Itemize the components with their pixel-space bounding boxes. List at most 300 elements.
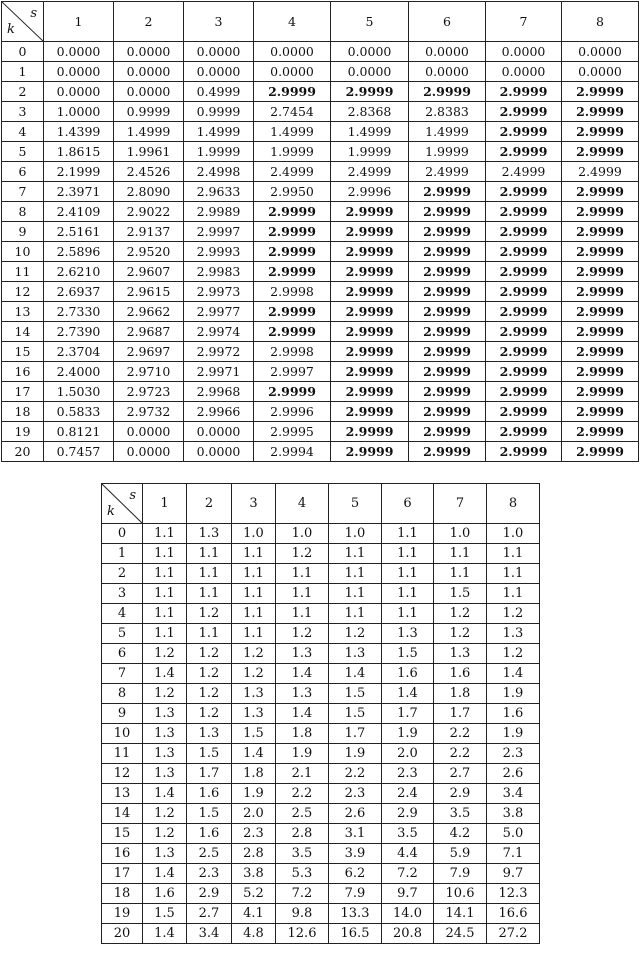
header-row [2, 2, 639, 42]
table-cell: 2.9999 [562, 362, 639, 382]
table-cell: 2.4998 [184, 162, 254, 182]
table-cell: 1.4 [143, 924, 187, 944]
table-cell: 2.9999 [486, 282, 562, 302]
table-cell: 1.0 [434, 524, 487, 544]
table-row [2, 82, 639, 102]
table-row [102, 884, 540, 904]
table-cell: 2.9999 [562, 322, 639, 342]
table-row [102, 904, 540, 924]
table-cell: 2.9983 [184, 262, 254, 282]
table-cell: 1.1 [187, 564, 232, 584]
table-cell: 2.4000 [44, 362, 114, 382]
row-label: 0 [102, 524, 143, 544]
table-cell: 2.9999 [331, 442, 409, 462]
table-cell: 1.0 [232, 524, 276, 544]
table-cell: 0.0000 [486, 62, 562, 82]
table-cell: 27.2 [487, 924, 540, 944]
column-header: 4 [254, 2, 331, 42]
table-cell: 2.6937 [44, 282, 114, 302]
column-header: 8 [487, 484, 540, 524]
table-cell: 2.9995 [254, 422, 331, 442]
table-cell: 1.1 [143, 604, 187, 624]
table-cell: 2.0 [232, 804, 276, 824]
row-var-label: k [107, 504, 115, 519]
table-cell: 5.0 [487, 824, 540, 844]
table-cell: 0.5833 [44, 402, 114, 422]
row-label: 1 [102, 544, 143, 564]
table-cell: 1.9 [329, 744, 382, 764]
table-cell: 0.9999 [184, 102, 254, 122]
table-cell: 1.4 [382, 684, 434, 704]
table-cell: 2.9999 [409, 202, 486, 222]
table-cell: 1.2 [187, 604, 232, 624]
table-cell: 2.9994 [254, 442, 331, 462]
table-cell: 2.9137 [114, 222, 184, 242]
col-var-label: s [30, 6, 37, 21]
table-cell: 2.9999 [254, 302, 331, 322]
table-cell: 0.0000 [254, 62, 331, 82]
table-cell: 1.1 [434, 544, 487, 564]
table-cell: 1.1 [143, 624, 187, 644]
table-cell: 1.3 [187, 524, 232, 544]
table-cell: 2.9997 [184, 222, 254, 242]
table-row [2, 402, 639, 422]
table-cell: 2.9999 [409, 82, 486, 102]
table-cell: 2.5 [276, 804, 329, 824]
table-cell: 1.4999 [331, 122, 409, 142]
table-row [2, 182, 639, 202]
table-cell: 1.2 [143, 824, 187, 844]
table-row [102, 624, 540, 644]
table-cell: 1.2 [187, 644, 232, 664]
table-cell: 1.3 [143, 724, 187, 744]
table-cell: 1.4 [276, 704, 329, 724]
table-cell: 6.2 [329, 864, 382, 884]
table-cell: 2.9999 [562, 342, 639, 362]
table-row [102, 764, 540, 784]
table-cell: 1.2 [187, 664, 232, 684]
table-cell: 1.3 [382, 624, 434, 644]
table-cell: 1.4999 [114, 122, 184, 142]
table-cell: 3.5 [382, 824, 434, 844]
table-cell: 2.8 [276, 824, 329, 844]
row-label: 18 [2, 402, 44, 422]
table-cell: 0.0000 [114, 62, 184, 82]
table-cell: 2.9950 [254, 182, 331, 202]
table-cell: 1.2 [232, 664, 276, 684]
table-cell: 1.3 [143, 844, 187, 864]
table-cell: 14.0 [382, 904, 434, 924]
column-header: 2 [187, 484, 232, 524]
column-header: 1 [143, 484, 187, 524]
table-cell: 3.5 [276, 844, 329, 864]
table-cell: 1.2 [276, 544, 329, 564]
table-body [2, 42, 639, 462]
table-row [2, 302, 639, 322]
table-cell: 2.9999 [562, 282, 639, 302]
table-cell: 2.9999 [486, 342, 562, 362]
table-row [102, 724, 540, 744]
table-cell: 0.0000 [44, 62, 114, 82]
table-cell: 2.9999 [331, 302, 409, 322]
table-cell: 1.2 [329, 624, 382, 644]
table-cell: 2.9999 [254, 322, 331, 342]
table-cell: 2.3 [382, 764, 434, 784]
row-label: 3 [102, 584, 143, 604]
table-cell: 2.9999 [331, 422, 409, 442]
table-cell: 0.0000 [331, 42, 409, 62]
table-row [102, 924, 540, 944]
table-cell: 2.9997 [254, 362, 331, 382]
table-cell: 2.1 [276, 764, 329, 784]
table-row [102, 784, 540, 804]
row-label: 11 [2, 262, 44, 282]
table-cell: 0.0000 [562, 42, 639, 62]
table-cell: 2.3971 [44, 182, 114, 202]
table-cell: 2.9999 [562, 382, 639, 402]
table-cell: 2.6 [487, 764, 540, 784]
table-cell: 0.0000 [184, 62, 254, 82]
table-cell: 1.8 [276, 724, 329, 744]
table-cell: 1.4 [276, 664, 329, 684]
table-cell: 1.4999 [254, 122, 331, 142]
table-cell: 1.2 [487, 644, 540, 664]
table-cell: 2.9999 [562, 262, 639, 282]
table-cell: 2.9999 [562, 422, 639, 442]
table-cell: 1.4399 [44, 122, 114, 142]
table-cell: 1.4 [143, 864, 187, 884]
table-row [2, 422, 639, 442]
table-cell: 1.5 [329, 704, 382, 724]
table-row [2, 202, 639, 222]
table-cell: 2.9999 [331, 342, 409, 362]
row-label: 15 [102, 824, 143, 844]
table-cell: 16.6 [487, 904, 540, 924]
table-cell: 0.7457 [44, 442, 114, 462]
table-cell: 1.1 [329, 604, 382, 624]
row-label: 19 [102, 904, 143, 924]
table-cell: 1.1 [487, 544, 540, 564]
table-cell: 2.9972 [184, 342, 254, 362]
table-cell: 1.1 [276, 584, 329, 604]
table-row [2, 122, 639, 142]
row-label: 14 [102, 804, 143, 824]
table-cell: 1.8 [434, 684, 487, 704]
table-cell: 12.6 [276, 924, 329, 944]
row-label: 7 [102, 664, 143, 684]
table-cell: 2.9999 [486, 142, 562, 162]
table-cell: 10.6 [434, 884, 487, 904]
table-cell: 2.9999 [562, 222, 639, 242]
table-cell: 2.9999 [409, 242, 486, 262]
table-row [2, 282, 639, 302]
table-cell: 1.1 [329, 544, 382, 564]
table-row [2, 342, 639, 362]
table-cell: 0.0000 [184, 442, 254, 462]
table-cell: 2.4999 [331, 162, 409, 182]
table-cell: 2.8383 [409, 102, 486, 122]
table-cell: 4.1 [232, 904, 276, 924]
table-cell: 12.3 [487, 884, 540, 904]
table-cell: 2.9999 [486, 242, 562, 262]
table-cell: 1.6 [434, 664, 487, 684]
table-cell: 2.9999 [486, 102, 562, 122]
table-row [2, 142, 639, 162]
table-cell: 1.3 [143, 744, 187, 764]
row-label: 15 [2, 342, 44, 362]
table-cell: 1.2 [143, 804, 187, 824]
table-cell: 2.9999 [562, 82, 639, 102]
table-cell: 9.8 [276, 904, 329, 924]
table-cell: 2.9999 [486, 262, 562, 282]
table-cell: 0.0000 [331, 62, 409, 82]
table-cell: 2.7 [187, 904, 232, 924]
table-cell: 0.9999 [114, 102, 184, 122]
table-cell: 2.3 [329, 784, 382, 804]
row-label: 19 [2, 422, 44, 442]
table-cell: 2.1999 [44, 162, 114, 182]
table-cell: 1.8 [232, 764, 276, 784]
table-cell: 1.1 [232, 604, 276, 624]
table-cell: 1.2 [434, 624, 487, 644]
table-cell: 2.9999 [409, 262, 486, 282]
table-cell: 1.0000 [44, 102, 114, 122]
table-cell: 2.5896 [44, 242, 114, 262]
table-cell: 2.9999 [331, 262, 409, 282]
table-cell: 1.9999 [409, 142, 486, 162]
table-cell: 2.4526 [114, 162, 184, 182]
table-cell: 1.7 [382, 704, 434, 724]
table-cell: 2.7 [434, 764, 487, 784]
table-cell: 2.2 [329, 764, 382, 784]
table-cell: 1.1 [232, 624, 276, 644]
table-row [2, 62, 639, 82]
corner-cell [2, 2, 44, 42]
table-cell: 1.1 [232, 584, 276, 604]
row-label: 17 [102, 864, 143, 884]
table-cell: 2.9974 [184, 322, 254, 342]
table-row [102, 604, 540, 624]
table-cell: 2.7330 [44, 302, 114, 322]
table-cell: 2.2 [434, 744, 487, 764]
table-cell: 2.9999 [254, 262, 331, 282]
table-cell: 2.9999 [331, 362, 409, 382]
table-cell: 1.5 [329, 684, 382, 704]
table-cell: 3.4 [487, 784, 540, 804]
row-label: 8 [2, 202, 44, 222]
table-cell: 3.8 [232, 864, 276, 884]
table-row [2, 262, 639, 282]
table-cell: 1.1 [382, 604, 434, 624]
table-row [2, 362, 639, 382]
table-cell: 2.9697 [114, 342, 184, 362]
table-cell: 1.7 [187, 764, 232, 784]
table-cell: 1.1 [329, 564, 382, 584]
table-cell: 2.4999 [562, 162, 639, 182]
table-cell: 1.1 [382, 524, 434, 544]
column-header: 3 [232, 484, 276, 524]
table-cell: 1.3 [143, 704, 187, 724]
table-cell: 0.0000 [114, 42, 184, 62]
table-row [102, 564, 540, 584]
table-cell: 7.2 [276, 884, 329, 904]
table-cell: 2.9968 [184, 382, 254, 402]
table-cell: 0.0000 [44, 82, 114, 102]
table-cell: 2.9723 [114, 382, 184, 402]
table-cell: 4.8 [232, 924, 276, 944]
column-header: 6 [409, 2, 486, 42]
table-cell: 1.4 [487, 664, 540, 684]
table-cell: 2.7390 [44, 322, 114, 342]
row-label: 7 [2, 182, 44, 202]
table-cell: 2.9999 [486, 362, 562, 382]
row-label: 9 [2, 222, 44, 242]
table-cell: 2.9998 [254, 282, 331, 302]
table-row [102, 744, 540, 764]
table-cell: 3.4 [187, 924, 232, 944]
corner-cell [102, 484, 143, 524]
col-var-label: s [129, 488, 136, 503]
table-cell: 2.9973 [184, 282, 254, 302]
table-cell: 2.9999 [254, 202, 331, 222]
table-cell: 0.0000 [486, 42, 562, 62]
table-cell: 1.1 [487, 564, 540, 584]
table-cell: 2.8090 [114, 182, 184, 202]
row-label: 13 [102, 784, 143, 804]
table-cell: 1.2 [434, 604, 487, 624]
table-cell: 1.5 [187, 744, 232, 764]
table-cell: 2.9993 [184, 242, 254, 262]
table-cell: 2.6210 [44, 262, 114, 282]
table-cell: 1.5 [434, 584, 487, 604]
table-cell: 0.0000 [114, 422, 184, 442]
table-cell: 1.1 [276, 604, 329, 624]
table-cell: 2.9996 [331, 182, 409, 202]
table-cell: 1.6 [487, 704, 540, 724]
table-cell: 1.1 [232, 564, 276, 584]
table-cell: 2.9999 [409, 422, 486, 442]
table-cell: 2.8 [232, 844, 276, 864]
results-table-top [1, 1, 639, 462]
table-cell: 2.9999 [409, 282, 486, 302]
table-cell: 0.0000 [44, 42, 114, 62]
table-cell: 2.4 [382, 784, 434, 804]
table-cell: 2.9607 [114, 262, 184, 282]
table-cell: 2.9 [434, 784, 487, 804]
row-label: 12 [2, 282, 44, 302]
row-label: 1 [2, 62, 44, 82]
table-cell: 1.2 [232, 644, 276, 664]
table-cell: 2.9999 [486, 82, 562, 102]
table-row [102, 804, 540, 824]
table-cell: 2.9999 [409, 182, 486, 202]
table-cell: 1.9999 [331, 142, 409, 162]
table-row [2, 382, 639, 402]
column-header: 4 [276, 484, 329, 524]
table-cell: 2.9615 [114, 282, 184, 302]
row-label: 16 [102, 844, 143, 864]
table-cell: 2.4999 [486, 162, 562, 182]
table-cell: 16.5 [329, 924, 382, 944]
table-cell: 1.0 [276, 524, 329, 544]
table-cell: 1.4 [143, 664, 187, 684]
row-label: 5 [2, 142, 44, 162]
table-row [102, 824, 540, 844]
table-cell: 7.1 [487, 844, 540, 864]
table-cell: 3.8 [487, 804, 540, 824]
table-cell: 1.9 [276, 744, 329, 764]
column-header: 6 [382, 484, 434, 524]
table-cell: 24.5 [434, 924, 487, 944]
row-label: 8 [102, 684, 143, 704]
table-cell: 2.9999 [409, 362, 486, 382]
column-header: 5 [331, 2, 409, 42]
table-cell: 2.9999 [486, 402, 562, 422]
row-label: 18 [102, 884, 143, 904]
table-cell: 2.9999 [486, 422, 562, 442]
table-cell: 7.9 [329, 884, 382, 904]
table-cell: 1.1 [434, 564, 487, 584]
table-cell: 2.3 [232, 824, 276, 844]
row-label: 6 [102, 644, 143, 664]
table-cell: 1.3 [276, 684, 329, 704]
table-cell: 1.7 [329, 724, 382, 744]
table-row [102, 644, 540, 664]
table-cell: 2.2 [434, 724, 487, 744]
table-row [102, 664, 540, 684]
table-row [102, 584, 540, 604]
table-cell: 2.9999 [254, 82, 331, 102]
table-cell: 1.4 [329, 664, 382, 684]
table-cell: 3.1 [329, 824, 382, 844]
table-cell: 2.9989 [184, 202, 254, 222]
table-cell: 1.1 [276, 564, 329, 584]
table-cell: 1.6 [187, 784, 232, 804]
table-cell: 2.9662 [114, 302, 184, 322]
table-cell: 2.9999 [409, 302, 486, 322]
table-cell: 2.9999 [409, 222, 486, 242]
table-cell: 1.1 [382, 564, 434, 584]
table-cell: 1.9999 [254, 142, 331, 162]
table-cell: 2.9999 [331, 202, 409, 222]
row-var-label: k [7, 22, 15, 37]
table-cell: 1.8615 [44, 142, 114, 162]
table-cell: 2.9999 [331, 282, 409, 302]
table-cell: 1.5 [382, 644, 434, 664]
table-cell: 1.1 [329, 584, 382, 604]
table-cell: 2.9977 [184, 302, 254, 322]
table-cell: 2.8368 [331, 102, 409, 122]
table-cell: 2.9999 [409, 342, 486, 362]
table-cell: 0.0000 [184, 422, 254, 442]
table-cell: 0.8121 [44, 422, 114, 442]
table-cell: 1.1 [382, 544, 434, 564]
table-cell: 2.0 [382, 744, 434, 764]
table-cell: 1.1 [143, 564, 187, 584]
table-cell: 2.9999 [562, 202, 639, 222]
row-label: 17 [2, 382, 44, 402]
row-label: 4 [2, 122, 44, 142]
table-cell: 1.3 [276, 644, 329, 664]
table-cell: 1.5 [232, 724, 276, 744]
table-cell: 2.9999 [331, 242, 409, 262]
column-header: 3 [184, 2, 254, 42]
table-cell: 2.9 [382, 804, 434, 824]
table-row [2, 222, 639, 242]
row-label: 6 [2, 162, 44, 182]
table-cell: 1.3 [232, 704, 276, 724]
table-cell: 2.9999 [409, 442, 486, 462]
